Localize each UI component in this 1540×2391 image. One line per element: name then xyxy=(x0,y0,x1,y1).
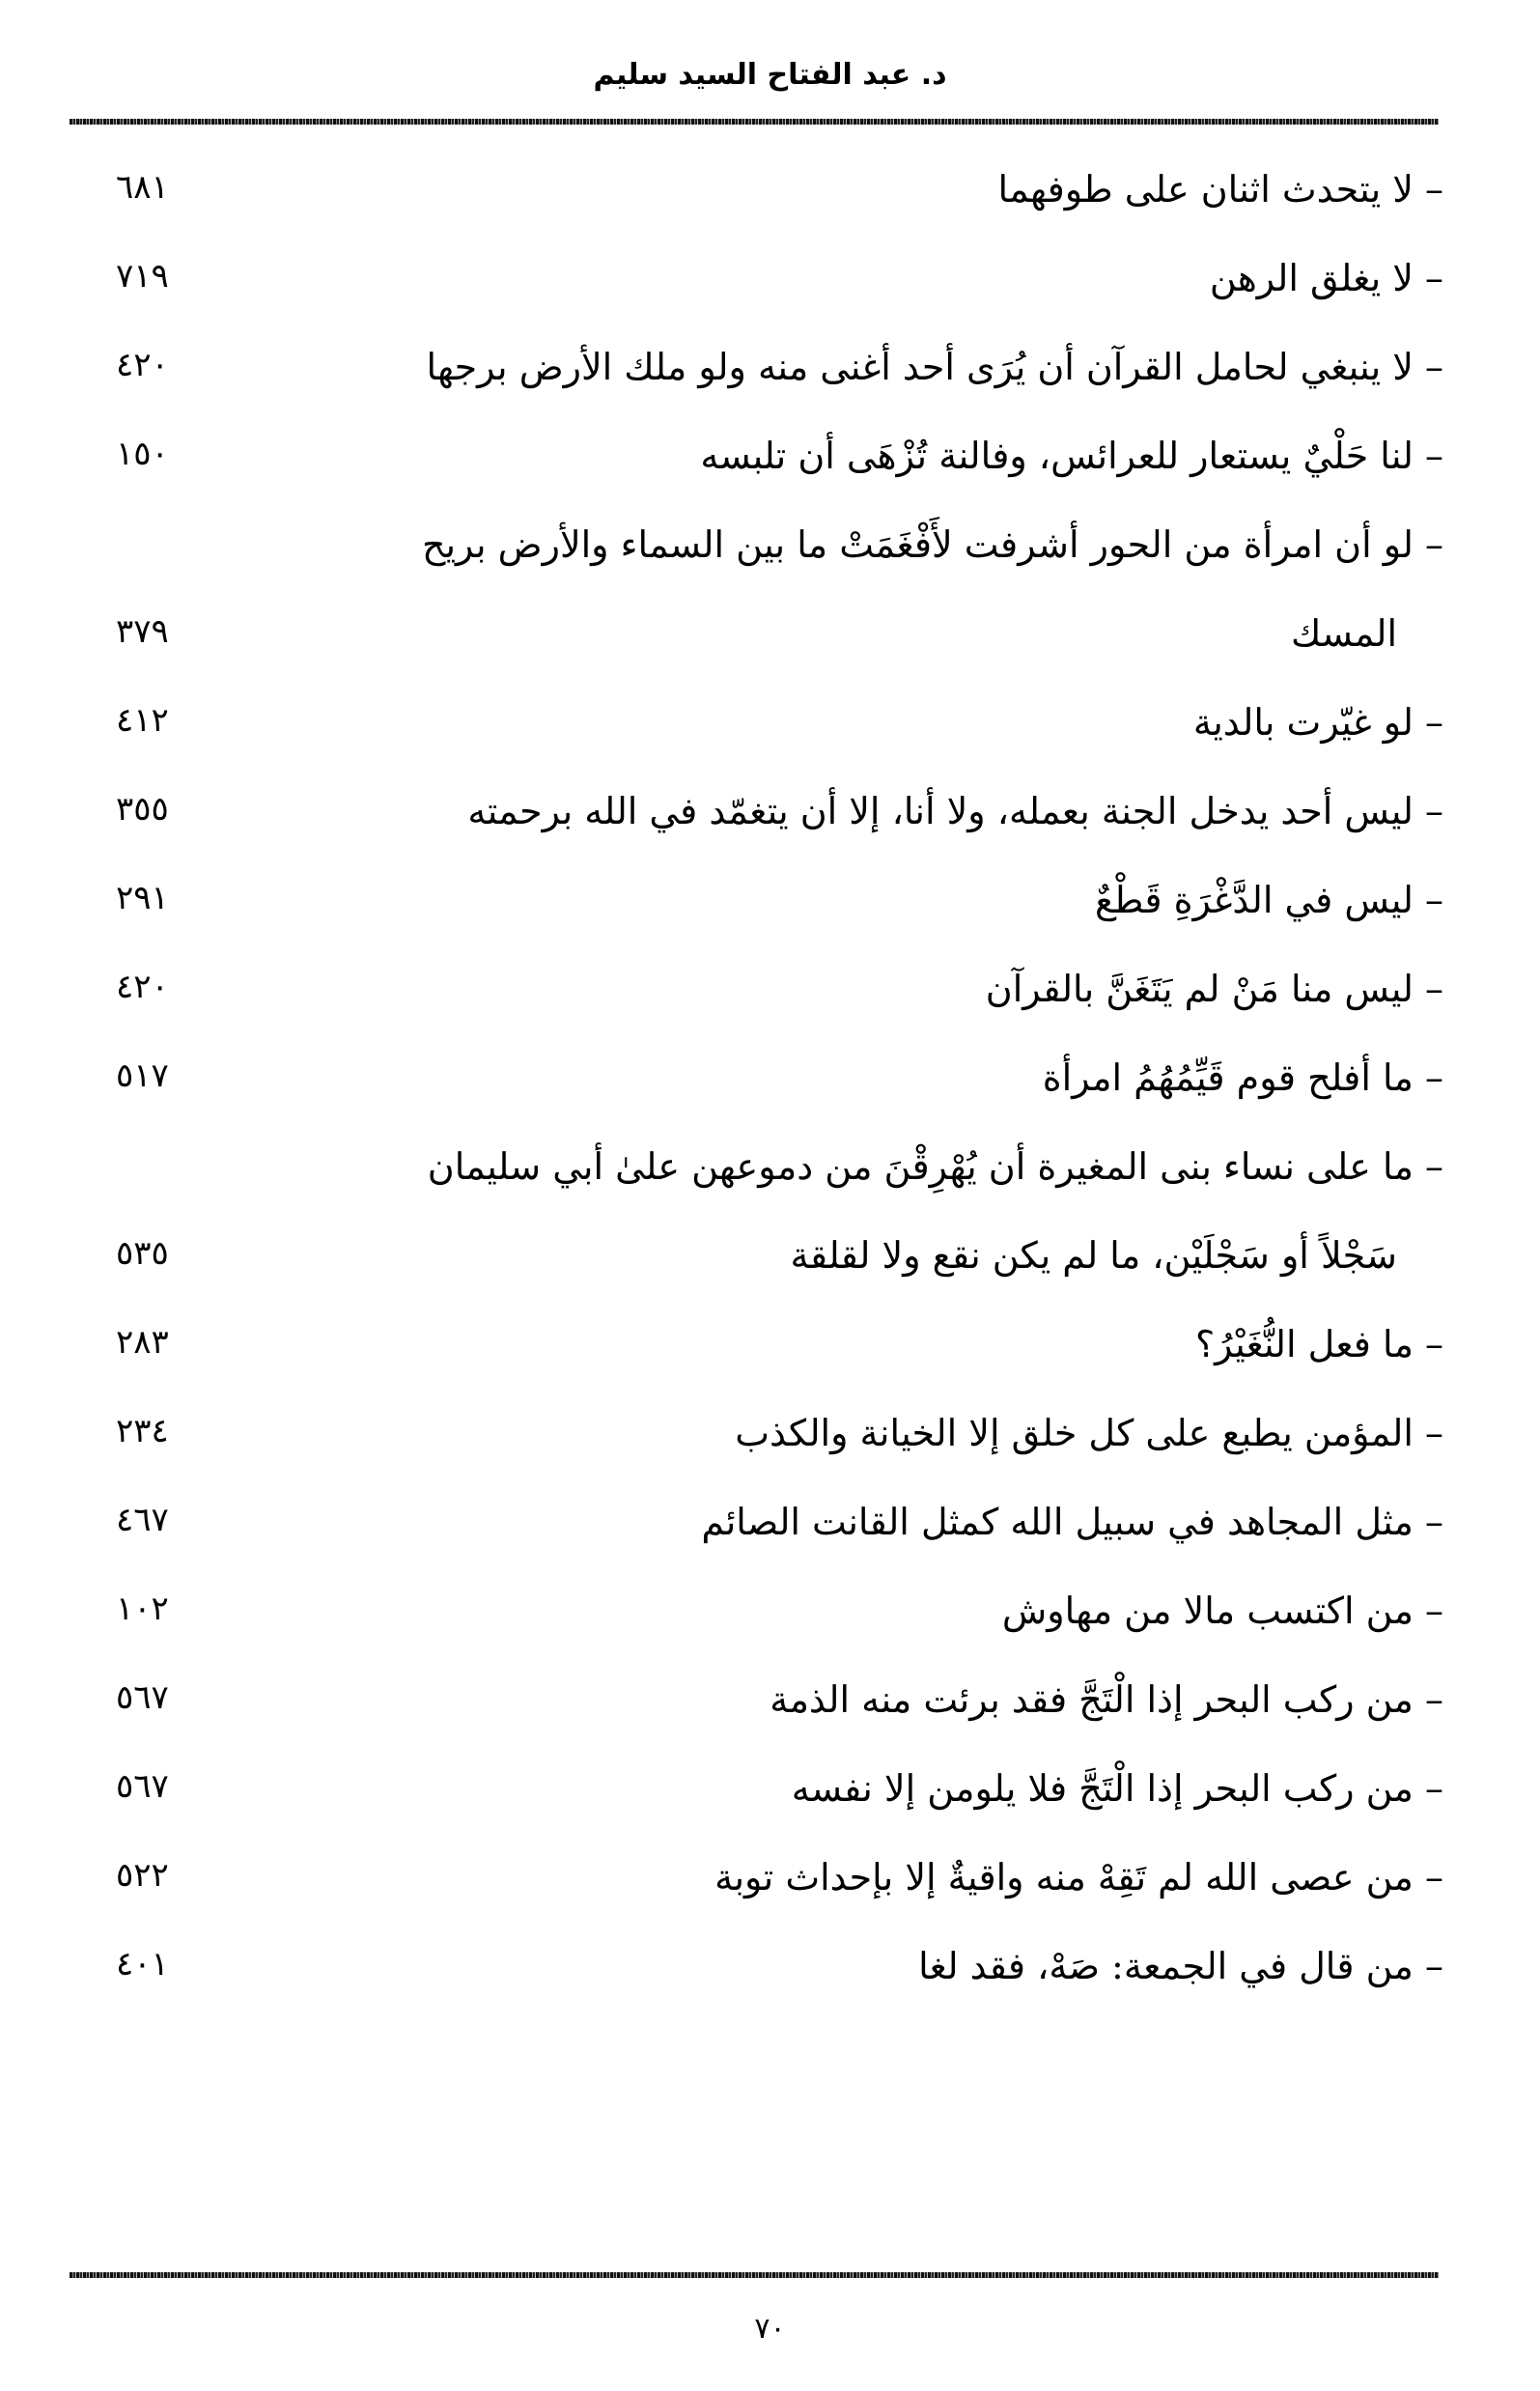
entry-text: – لا يغلق الرهن xyxy=(1209,257,1443,299)
entry-page-number: ٣٥٥ xyxy=(116,790,169,829)
footer-divider xyxy=(70,2272,1439,2278)
entry-page-number: ٢٩١ xyxy=(116,879,169,917)
running-header-author: د. عبد الفتاح السيد سليم xyxy=(593,58,947,92)
entry-text: – من اكتسب مالا من مهاوش xyxy=(1001,1589,1443,1632)
entry-text: – ما على نساء بنى المغيرة أن يُهْرِقْنَ من دموعهن علىٰ أبي سليمان xyxy=(427,1145,1443,1188)
entry-page-number: ٢٨٣ xyxy=(116,1323,169,1362)
entry-text: – من ركب البحر إذا الْتَجَّ فلا يلومن إلا نفسه xyxy=(791,1767,1443,1810)
entry-page-number: ٤٠١ xyxy=(116,1945,169,1983)
entry-text: – لو أن امرأة من الحور أشرفت لأَفْغَمَتْ ما بين السماء والأرض بريح xyxy=(421,523,1443,566)
entry-page-number: ٤٢٠ xyxy=(116,346,169,384)
entry-text: – ما أفلح قوم قَيِّمُهُمُ امرأة xyxy=(1042,1056,1443,1099)
entry-text: – من عصى الله لم تَقِهْ منه واقيةٌ إلا بإحداث توبة xyxy=(714,1856,1443,1899)
entry-text: – لا يتحدث اثنان على طوفهما xyxy=(997,168,1443,211)
entry-page-number: ٤١٢ xyxy=(116,701,169,740)
entry-page-number: ٢٣٤ xyxy=(116,1412,169,1450)
entry-page-number: ٥٦٧ xyxy=(116,1678,169,1717)
entry-page-number: ٥٣٥ xyxy=(116,1234,169,1273)
entry-text: – مثل المجاهد في سبيل الله كمثل القانت الصائم xyxy=(701,1501,1443,1543)
entry-page-number: ٥٦٧ xyxy=(116,1767,169,1806)
entry-text: – ليس في الدَّغْرَةِ قَطْعٌ xyxy=(1094,879,1443,921)
entry-page-number: ٧١٩ xyxy=(116,257,169,295)
entry-page-number: ٥٢٢ xyxy=(116,1856,169,1895)
entry-text: – ليس أحد يدخل الجنة بعمله، ولا أنا، إلا أن يتغمّد في الله برحمته xyxy=(467,790,1443,832)
entry-text: – المؤمن يطبع على كل خلق إلا الخيانة والكذب xyxy=(735,1412,1443,1454)
entry-page-number: ٤٦٧ xyxy=(116,1501,169,1539)
entry-page-number: ٥١٧ xyxy=(116,1056,169,1095)
entry-text: – لو غيّرت بالدية xyxy=(1192,701,1443,744)
entry-page-number: ٤٢٠ xyxy=(116,968,169,1006)
entry-text: – لا ينبغي لحامل القرآن أن يُرَى أحد أغنى منه ولو ملك الأرض برجها xyxy=(426,346,1443,388)
entry-page-number: ٣٧٩ xyxy=(116,612,169,651)
entry-text: – من ركب البحر إذا الْتَجَّ فقد برئت منه الذمة xyxy=(770,1678,1443,1721)
entry-text: – من قال في الجمعة: صَهْ، فقد لغا xyxy=(918,1945,1443,1987)
page-number: ٧٠ xyxy=(754,2312,786,2346)
entry-page-number: ٦٨١ xyxy=(116,168,169,207)
entry-text-continuation: المسك xyxy=(1290,612,1397,655)
entry-page-number: ١٠٢ xyxy=(116,1589,169,1628)
header-divider xyxy=(70,119,1439,125)
entry-text-continuation: سَجْلاً أو سَجْلَيْن، ما لم يكن نقع ولا لقلقة xyxy=(790,1234,1397,1277)
entry-text: – ليس منا مَنْ لم يَتَغَنَّ بالقرآن xyxy=(985,968,1443,1010)
entry-page-number: ١٥٠ xyxy=(116,435,169,473)
entry-text: – ما فعل النُّغَيْرُ؟ xyxy=(1195,1323,1443,1365)
entry-text: – لنا حَلْيٌ يستعار للعرائس، وفالنة تُزْهَى أن تلبسه xyxy=(700,435,1443,477)
